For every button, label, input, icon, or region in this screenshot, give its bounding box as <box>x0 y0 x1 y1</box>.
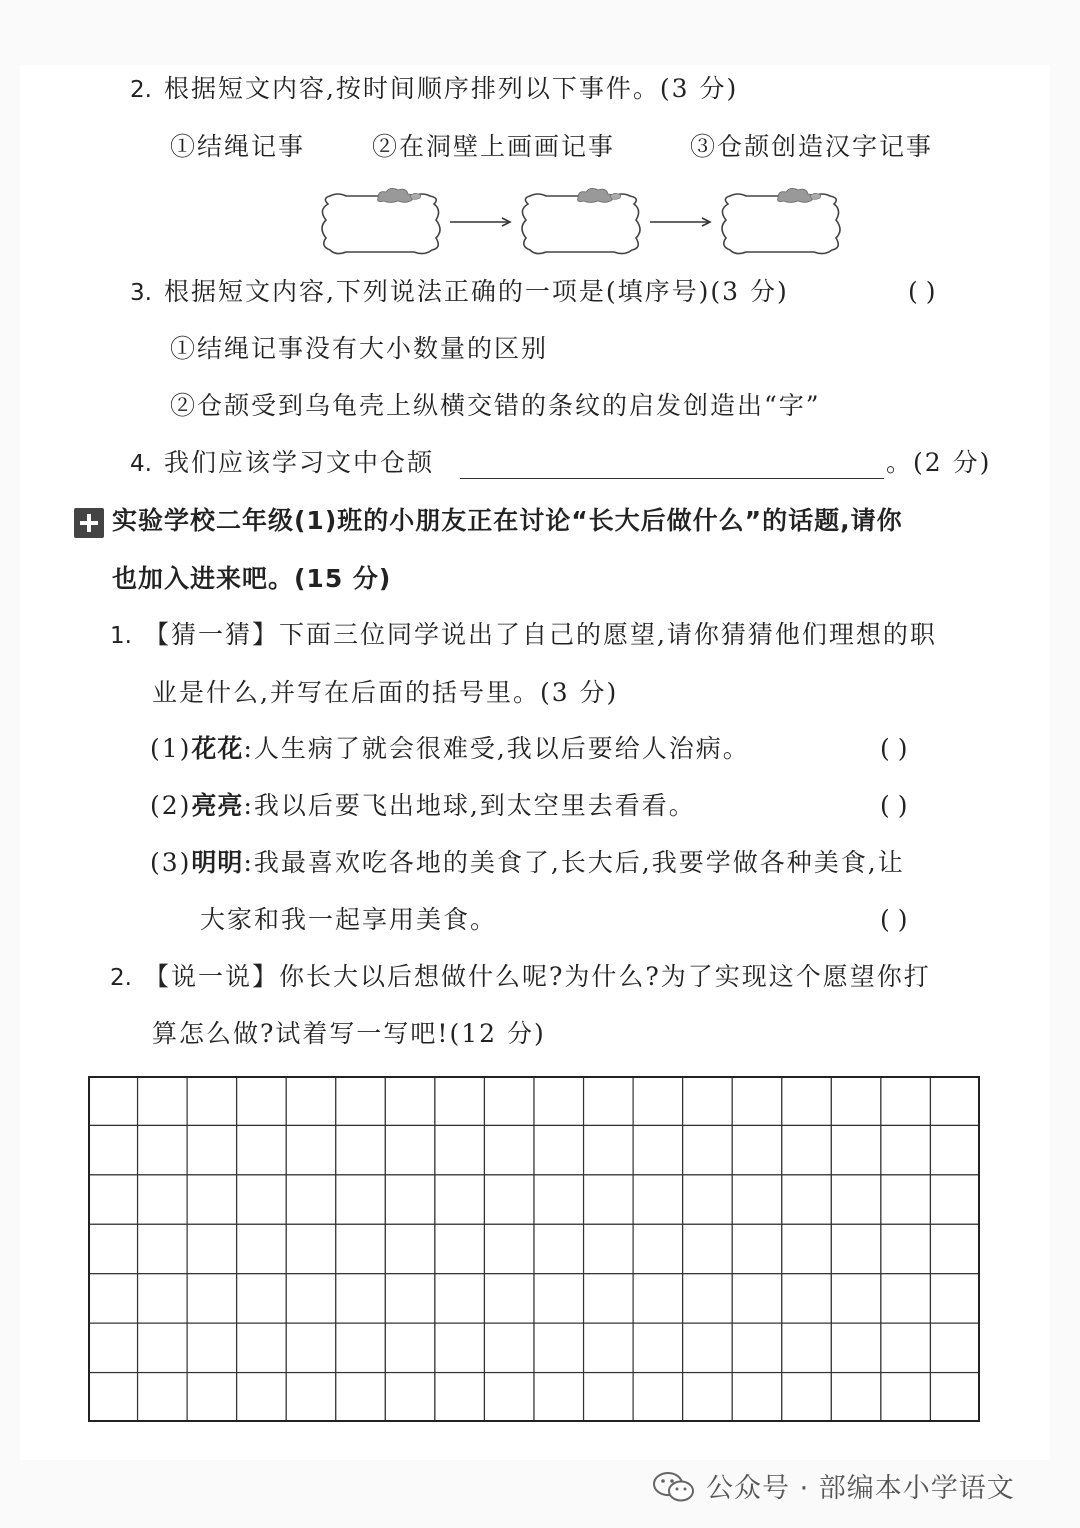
grid-cell[interactable] <box>831 1224 881 1273</box>
grid-cell[interactable] <box>385 1373 435 1422</box>
grid-cell[interactable] <box>138 1076 188 1125</box>
writing-grid[interactable] <box>88 1076 980 1422</box>
q2-line <box>130 72 738 107</box>
grid-cell[interactable] <box>138 1224 188 1273</box>
q3-number: 3. <box>130 280 152 306</box>
grid-cell[interactable] <box>782 1125 832 1174</box>
grid-cell[interactable] <box>385 1224 435 1273</box>
grid-cell[interactable] <box>683 1175 733 1224</box>
grid-cell[interactable] <box>683 1373 733 1422</box>
q4-line <box>130 446 434 481</box>
grid-cell[interactable] <box>831 1076 881 1125</box>
s1-item-2 <box>150 789 696 823</box>
grid-cell[interactable] <box>187 1076 237 1125</box>
grid-cell[interactable] <box>88 1175 138 1224</box>
grid-cell[interactable] <box>584 1274 634 1323</box>
grid-cell[interactable] <box>732 1373 782 1422</box>
grid-cell[interactable] <box>534 1224 584 1273</box>
item-index: (3) <box>150 848 192 877</box>
grid-cell[interactable] <box>484 1125 534 1174</box>
item-index: (1) <box>150 734 192 763</box>
grid-cell[interactable] <box>138 1323 188 1372</box>
grid-cell[interactable] <box>435 1373 485 1422</box>
grid-cell[interactable] <box>484 1373 534 1422</box>
grid-cell[interactable] <box>534 1175 584 1224</box>
grid-cell[interactable] <box>138 1373 188 1422</box>
grid-cell[interactable] <box>237 1076 287 1125</box>
grid-cell[interactable] <box>782 1076 832 1125</box>
grid-cell[interactable] <box>633 1076 683 1125</box>
grid-cell[interactable] <box>237 1323 287 1372</box>
grid-cell[interactable] <box>237 1125 287 1174</box>
grid-cell[interactable] <box>286 1076 336 1125</box>
wechat-icon <box>652 1470 696 1504</box>
grid-cell[interactable] <box>930 1373 980 1422</box>
grid-cell[interactable] <box>881 1323 931 1372</box>
grid-cell[interactable] <box>732 1323 782 1372</box>
section-title-line1: 实验学校二年级(1)班的小朋友正在讨论“长大后做什么”的话题,请你 <box>112 506 903 535</box>
s2-line1 <box>110 960 931 995</box>
grid-cell[interactable] <box>484 1224 534 1273</box>
grid-cell[interactable] <box>187 1175 237 1224</box>
grid-cell[interactable] <box>782 1175 832 1224</box>
grid-cell[interactable] <box>633 1224 683 1273</box>
item-name: 花花 <box>191 734 244 763</box>
sequence-box-2[interactable] <box>522 188 640 253</box>
grid-cell[interactable] <box>484 1274 534 1323</box>
q3-text: 根据短文内容,下列说法正确的一项是(填序号)(3 分) <box>163 277 789 306</box>
q4-text: 我们应该学习文中仓颉 <box>163 448 434 477</box>
grid-cell[interactable] <box>732 1125 782 1174</box>
grid-cell[interactable] <box>385 1274 435 1323</box>
grid-cell[interactable] <box>138 1125 188 1174</box>
q3-option-1: ①结绳记事没有大小数量的区别 <box>170 334 549 363</box>
q3-line <box>130 275 789 310</box>
grid-cell[interactable] <box>88 1076 138 1125</box>
grid-cell[interactable] <box>930 1076 980 1125</box>
grid-cell[interactable] <box>881 1175 931 1224</box>
grid-cell[interactable] <box>435 1175 485 1224</box>
grid-cell[interactable] <box>385 1125 435 1174</box>
grid-cell[interactable] <box>336 1125 386 1174</box>
grid-cell[interactable] <box>88 1125 138 1174</box>
grid-cell[interactable] <box>286 1323 336 1372</box>
s1-text-1: 【猜一猜】下面三位同学说出了自己的愿望,请你猜猜他们理想的职 <box>143 620 937 649</box>
grid-cell[interactable] <box>336 1224 386 1273</box>
item-text: :人生病了就会很难受,我以后要给人治病。 <box>243 734 750 763</box>
grid-cell[interactable] <box>831 1373 881 1422</box>
grid-cell[interactable] <box>930 1175 980 1224</box>
grid-cell[interactable] <box>336 1373 386 1422</box>
grid-cell[interactable] <box>385 1175 435 1224</box>
q3-option-2: ②仓颉受到乌龟壳上纵横交错的条纹的启发创造出“字” <box>170 391 821 420</box>
q2-option-2: ②在洞壁上画画记事 <box>372 132 616 161</box>
q2-option-3: ③仓颉创造汉字记事 <box>690 132 934 161</box>
q2-text: 根据短文内容,按时间顺序排列以下事件。(3 分) <box>163 74 739 103</box>
grid-cell[interactable] <box>584 1373 634 1422</box>
grid-cell[interactable] <box>237 1175 287 1224</box>
grid-cell[interactable] <box>633 1274 683 1323</box>
grid-cell[interactable] <box>930 1274 980 1323</box>
grid-cell[interactable] <box>534 1125 584 1174</box>
s1-item-3-paren[interactable]: ( ) <box>880 905 908 934</box>
grid-cell[interactable] <box>584 1224 634 1273</box>
item-text: :我以后要飞出地球,到太空里去看看。 <box>243 791 696 820</box>
grid-cell[interactable] <box>286 1175 336 1224</box>
grid-cell[interactable] <box>286 1373 336 1422</box>
q4-answer-blank[interactable] <box>460 478 884 479</box>
grid-cell[interactable] <box>187 1274 237 1323</box>
grid-cell[interactable] <box>881 1274 931 1323</box>
grid-cell[interactable] <box>286 1274 336 1323</box>
grid-cell[interactable] <box>336 1076 386 1125</box>
q4-suffix: 。(2 分) <box>886 448 992 477</box>
section-title-line2: 也加入进来吧。(15 分) <box>112 564 392 593</box>
s2-number: 2. <box>110 965 132 991</box>
grid-cell[interactable] <box>237 1224 287 1273</box>
grid-cell[interactable] <box>732 1274 782 1323</box>
grid-cell[interactable] <box>88 1373 138 1422</box>
section-ten-icon <box>74 508 104 538</box>
grid-cell[interactable] <box>534 1274 584 1323</box>
grid-cell[interactable] <box>683 1224 733 1273</box>
s1-line1 <box>110 618 937 653</box>
s1-number: 1. <box>110 623 132 649</box>
footer-watermark: 公众号 · 部编本小学语文 <box>706 1473 1015 1504</box>
s2-text-1: 【说一说】你长大以后想做什么呢?为什么?为了实现这个愿望你打 <box>143 962 931 991</box>
item-index: (2) <box>150 791 192 820</box>
grid-cell[interactable] <box>633 1323 683 1372</box>
sequence-box-1[interactable] <box>322 188 440 253</box>
grid-cell[interactable] <box>435 1274 485 1323</box>
grid-cell[interactable] <box>881 1224 931 1273</box>
grid-cell[interactable] <box>584 1175 634 1224</box>
grid-cell[interactable] <box>138 1175 188 1224</box>
grid-cell[interactable] <box>633 1373 683 1422</box>
item-text: :我最喜欢吃各地的美食了,长大后,我要学做各种美食,让 <box>243 848 905 877</box>
grid-cell[interactable] <box>633 1175 683 1224</box>
grid-cell[interactable] <box>435 1323 485 1372</box>
grid-cell[interactable] <box>831 1323 881 1372</box>
grid-cell[interactable] <box>831 1125 881 1174</box>
grid-cell[interactable] <box>881 1373 931 1422</box>
grid-cell[interactable] <box>88 1274 138 1323</box>
grid-cell[interactable] <box>930 1224 980 1273</box>
grid-cell[interactable] <box>187 1323 237 1372</box>
grid-cell[interactable] <box>782 1373 832 1422</box>
s1-item-3 <box>150 846 905 880</box>
grid-cell[interactable] <box>584 1125 634 1174</box>
s1-item-1 <box>150 732 750 766</box>
grid-cell[interactable] <box>732 1175 782 1224</box>
grid-cell[interactable] <box>237 1373 287 1422</box>
grid-cell[interactable] <box>782 1224 832 1273</box>
grid-cell[interactable] <box>435 1076 485 1125</box>
grid-cell[interactable] <box>187 1224 237 1273</box>
sequence-box-3[interactable] <box>722 188 840 253</box>
s1-line2: 业是什么,并写在后面的括号里。(3 分) <box>152 678 619 707</box>
grid-cell[interactable] <box>88 1323 138 1372</box>
s2-line2: 算怎么做?试着写一写吧!(12 分) <box>152 1019 546 1048</box>
grid-cell[interactable] <box>831 1175 881 1224</box>
grid-cell[interactable] <box>584 1076 634 1125</box>
grid-cell[interactable] <box>930 1125 980 1174</box>
grid-cell[interactable] <box>534 1323 584 1372</box>
grid-cell[interactable] <box>286 1224 336 1273</box>
grid-cell[interactable] <box>336 1323 386 1372</box>
sequence-cloud-boxes <box>318 186 858 256</box>
grid-cell[interactable] <box>138 1274 188 1323</box>
item-name: 亮亮 <box>191 791 244 820</box>
grid-cell[interactable] <box>683 1076 733 1125</box>
item-name: 明明 <box>191 848 244 877</box>
grid-cell[interactable] <box>732 1076 782 1125</box>
grid-cell[interactable] <box>385 1076 435 1125</box>
grid-cell[interactable] <box>534 1076 584 1125</box>
grid-cell[interactable] <box>484 1175 534 1224</box>
grid-cell[interactable] <box>831 1274 881 1323</box>
grid-cell[interactable] <box>930 1323 980 1372</box>
grid-cell[interactable] <box>732 1224 782 1273</box>
s1-item-2-paren[interactable]: ( ) <box>880 791 908 820</box>
q2-number: 2. <box>130 77 152 103</box>
grid-cell[interactable] <box>187 1125 237 1174</box>
grid-cell[interactable] <box>782 1274 832 1323</box>
q3-answer-paren[interactable]: ( ) <box>908 277 936 306</box>
grid-cell[interactable] <box>237 1274 287 1323</box>
s1-item-3-cont: 大家和我一起享用美食。 <box>200 905 498 934</box>
grid-cell[interactable] <box>286 1125 336 1174</box>
grid-cell[interactable] <box>435 1224 485 1273</box>
grid-cell[interactable] <box>484 1076 534 1125</box>
grid-cell[interactable] <box>881 1125 931 1174</box>
grid-cell[interactable] <box>633 1125 683 1174</box>
s1-item-1-paren[interactable]: ( ) <box>880 734 908 763</box>
grid-cell[interactable] <box>534 1373 584 1422</box>
grid-cell[interactable] <box>88 1224 138 1273</box>
grid-cell[interactable] <box>683 1323 733 1372</box>
grid-cell[interactable] <box>683 1274 733 1323</box>
q4-number: 4. <box>130 451 152 477</box>
grid-cell[interactable] <box>336 1274 386 1323</box>
grid-cell[interactable] <box>782 1323 832 1372</box>
grid-cell[interactable] <box>187 1373 237 1422</box>
grid-cell[interactable] <box>881 1076 931 1125</box>
grid-cell[interactable] <box>584 1323 634 1372</box>
grid-cell[interactable] <box>336 1175 386 1224</box>
grid-cell[interactable] <box>484 1323 534 1372</box>
grid-cell[interactable] <box>435 1125 485 1174</box>
grid-cell[interactable] <box>385 1323 435 1372</box>
grid-cell[interactable] <box>683 1125 733 1174</box>
q2-option-1: ①结绳记事 <box>170 132 306 161</box>
